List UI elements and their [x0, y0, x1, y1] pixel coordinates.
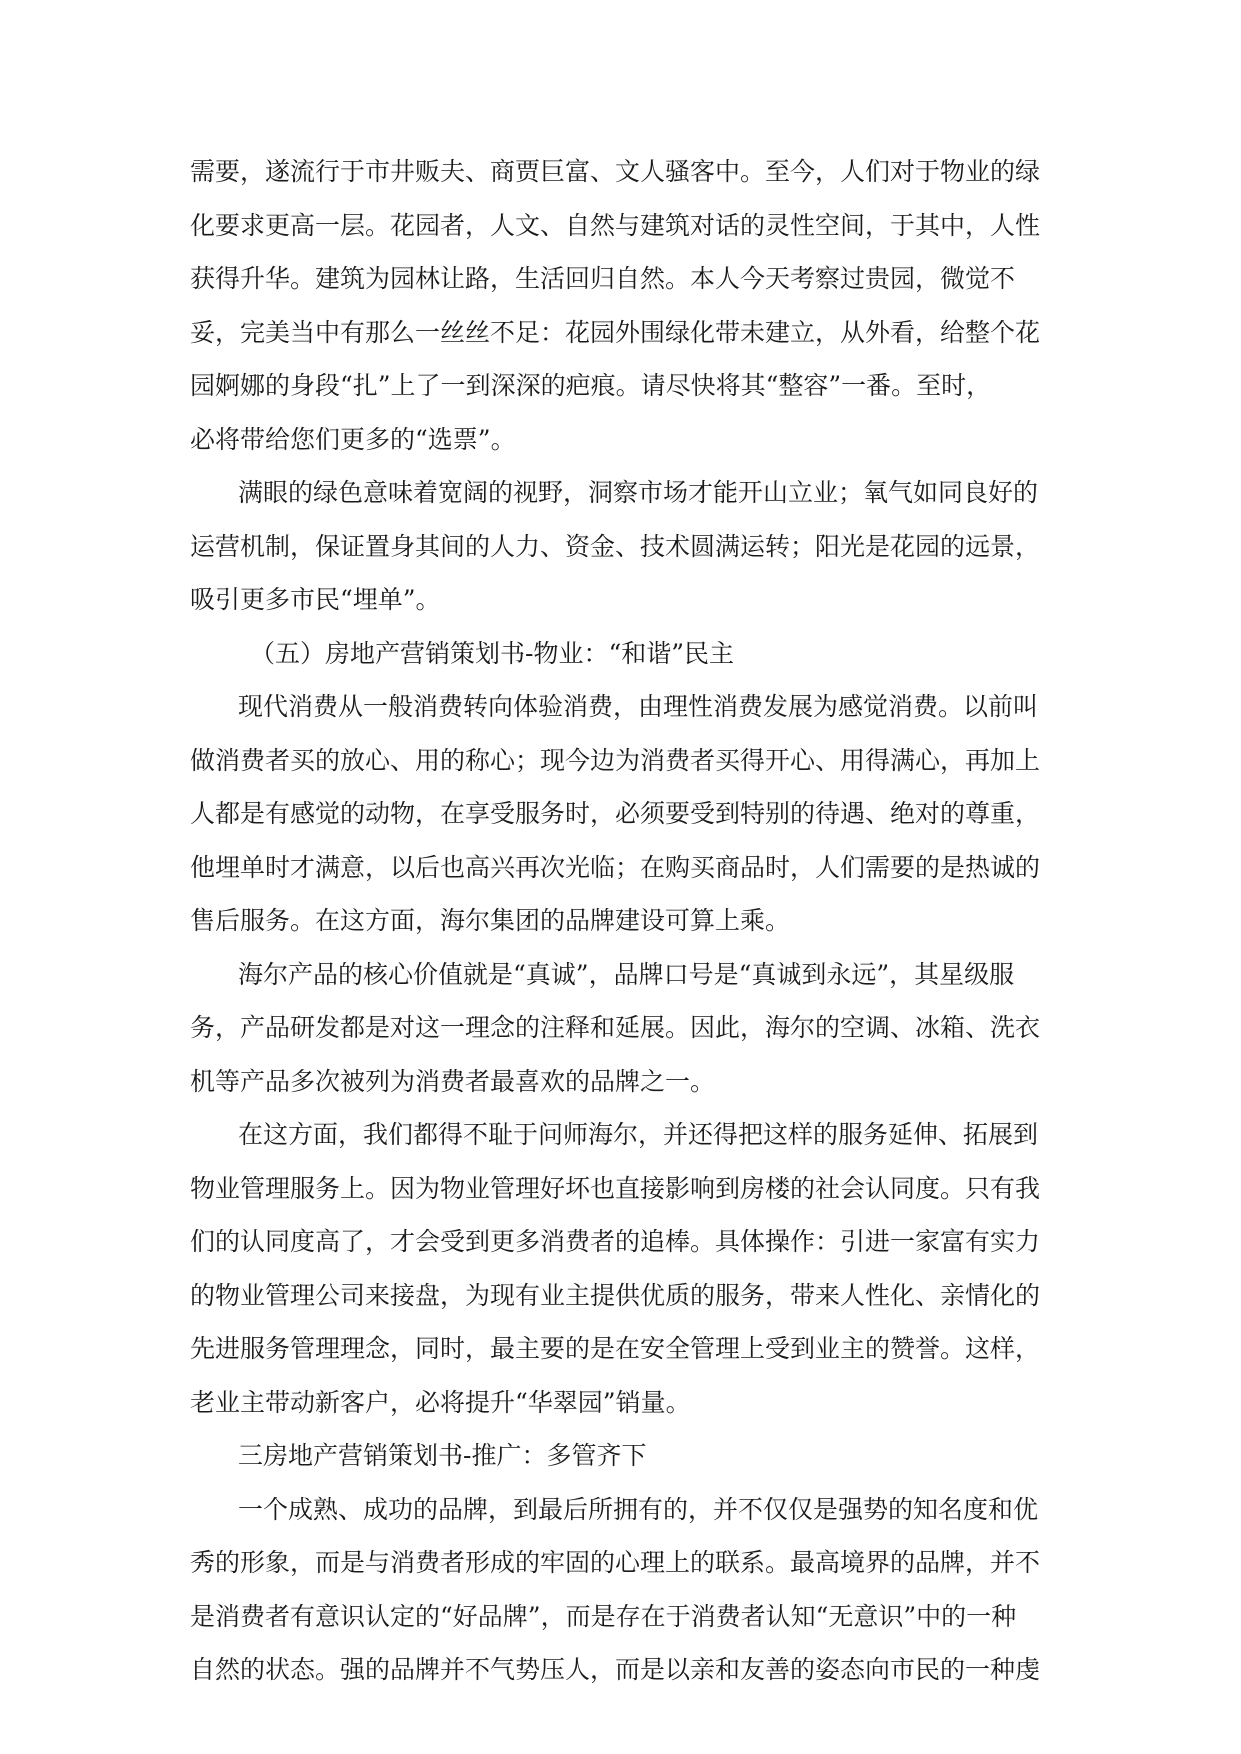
text-line: 秀的形象，而是与消费者形成的牢固的心理上的联系。最高境界的品牌，并不: [190, 1548, 1041, 1577]
section-heading-promotion: [190, 1429, 1060, 1483]
paragraph-haier-value: [190, 948, 1060, 1109]
text-line: 先进服务管理理念，同时，最主要的是在安全管理上受到业主的赞誉。这样，: [190, 1334, 1041, 1363]
text-line: 他埋单时才满意，以后也高兴再次光临；在购买商品时，人们需要的是热诚的: [190, 852, 1041, 882]
text-line: 物业管理服务上。因为物业管理好坏也直接影响到房楼的社会认同度。只有我: [190, 1173, 1041, 1203]
text-line: 的物业管理公司来接盘，为现有业主提供优质的服务，带来人性化、亲情化的: [190, 1280, 1041, 1310]
text-line: 务，产品研发都是对这一理念的注释和延展。因此，海尔的空调、冰箱、洗衣: [190, 1013, 1041, 1042]
text-line: 运营机制，保证置身其间的人力、资金、技术圆满运转；阳光是花园的远景，: [190, 531, 1041, 561]
text-line: 满眼的绿色意味着宽阔的视野，洞察市场才能开山立业；氧气如同良好的: [238, 478, 1039, 507]
paragraph-green-vision: [190, 466, 1060, 627]
text-line: 是消费者有意识认定的“好品牌”，而是存在于消费者认知“无意识”中的一种: [190, 1601, 1017, 1631]
heading-text: 三房地产营销策划书-推广：多管齐下: [238, 1441, 647, 1470]
text-line: 自然的状态。强的品牌并不气势压人，而是以亲和友善的姿态向市民的一种虔: [190, 1655, 1041, 1684]
document-page: [190, 145, 1060, 1697]
text-line: 妥，完美当中有那么一丝丝不足：花园外围绿化带未建立，从外看，给整个花: [190, 317, 1041, 347]
text-line: 机等产品多次被列为消费者最喜欢的品牌之一。: [190, 1066, 716, 1096]
text-line: 们的认同度高了，才会受到更多消费者的追棒。具体操作：引进一家富有实力: [190, 1227, 1041, 1256]
text-line: 需要，遂流行于市井贩夫、商贾巨富、文人骚客中。至今，人们对于物业的绿: [190, 157, 1041, 186]
text-line: 海尔产品的核心价值就是“真诚”，品牌口号是“真诚到永远”，其星级服: [238, 959, 1015, 989]
text-line: 必将带给您们更多的“选票”。: [190, 424, 516, 454]
text-line: 老业主带动新客户，必将提升“华翠园”销量。: [190, 1387, 691, 1417]
paragraph-garden-continuation: [190, 145, 1060, 466]
heading-text: （五）房地产营销策划书-物业：“和谐”民主: [250, 638, 735, 668]
paragraph-experience-consumption: [190, 680, 1060, 948]
paragraph-brand: [190, 1483, 1060, 1697]
paragraph-property-management: [190, 1108, 1060, 1429]
text-line: 获得升华。建筑为园林让路，生活回归自然。本人今天考察过贵园，微觉不: [190, 264, 1016, 293]
text-line: 现代消费从一般消费转向体验消费，由理性消费发展为感觉消费。以前叫: [238, 692, 1039, 721]
text-line: 做消费者买的放心、用的称心；现今边为消费者买得开心、用得满心，再加上: [190, 745, 1041, 775]
text-line: 在这方面，我们都得不耻于问师海尔，并还得把这样的服务延伸、拓展到: [238, 1120, 1039, 1149]
text-line: 一个成熟、成功的品牌，到最后所拥有的，并不仅仅是强势的知名度和优: [238, 1494, 1039, 1524]
section-heading-property: [190, 627, 1060, 681]
text-line: 售后服务。在这方面，海尔集团的品牌建设可算上乘。: [190, 906, 791, 935]
text-line: 吸引更多市民“埋单”。: [190, 585, 441, 614]
text-line: 人都是有感觉的动物，在享受服务时，必须要受到特别的待遇、绝对的尊重，: [190, 799, 1041, 828]
text-line: 园婀娜的身段“扎”上了一到深深的疤痕。请尽快将其“整容”一番。至时，: [190, 371, 992, 400]
text-line: 化要求更高一层。花园者，人文、自然与建筑对话的灵性空间，于其中，人性: [190, 210, 1041, 240]
